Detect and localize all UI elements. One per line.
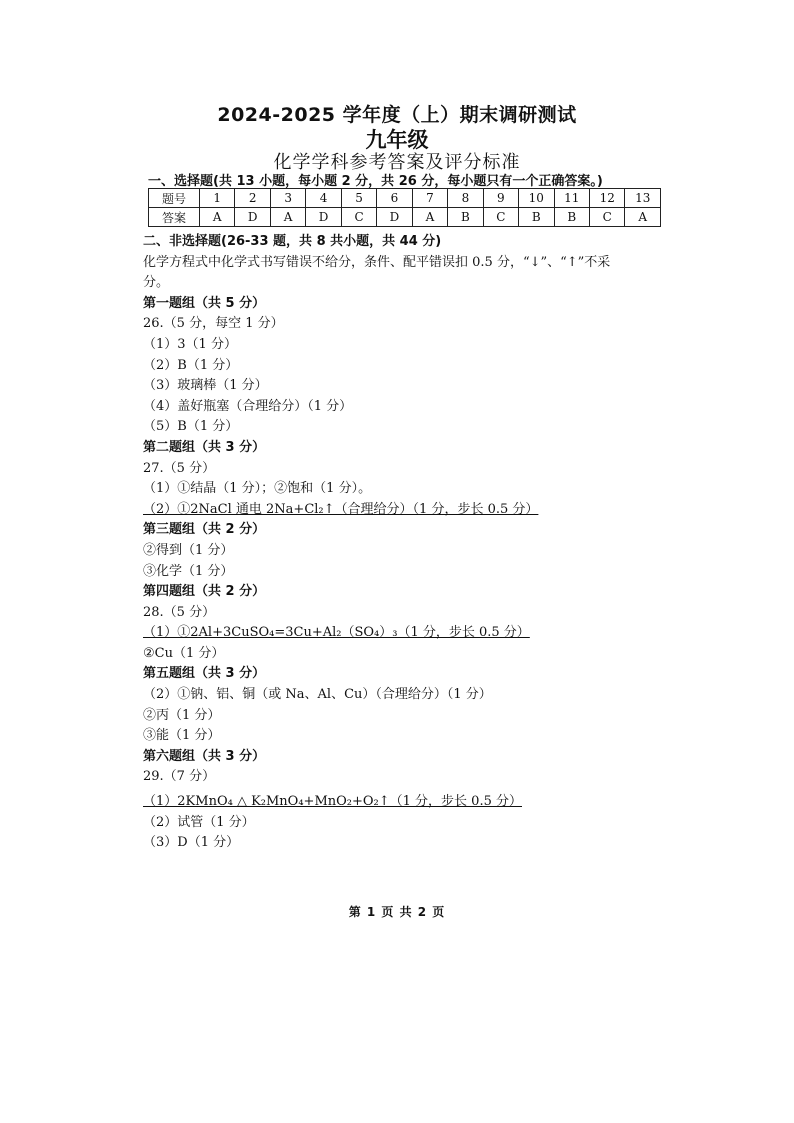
question-number: 5	[341, 189, 376, 208]
group-heading: 第一题组（共 5 分）	[143, 295, 266, 311]
answer-cell: D	[377, 208, 412, 227]
row-label-number: 题号	[149, 189, 200, 208]
equation-line: （1）①2Al+3CuSO₄=3Cu+Al₂（SO₄）₃（1 分，步长 0.5 分）	[143, 625, 530, 641]
answer-cell: D	[235, 208, 270, 227]
answer-cell: A	[200, 208, 235, 227]
scoring-note-cont: 分。	[143, 275, 170, 291]
question-number: 2	[235, 189, 270, 208]
section2-heading: 二、非选择题(26-33 题，共 8 共小题，共 44 分)	[143, 234, 442, 249]
answer-line: （2）试管（1 分）	[143, 814, 255, 830]
answer-line: （1）3（1 分）	[143, 336, 237, 352]
answer-line: ②得到（1 分）	[143, 542, 234, 558]
answer-cell: A	[625, 208, 661, 227]
question-number: 4	[306, 189, 341, 208]
answer-line: （3）D（1 分）	[143, 835, 240, 851]
answer-line: （5）B（1 分）	[143, 419, 239, 435]
question-number: 1	[200, 189, 235, 208]
question-number: 11	[554, 189, 589, 208]
answer-cell: C	[483, 208, 518, 227]
answer-cell: D	[306, 208, 341, 227]
question-number: 6	[377, 189, 412, 208]
section1-heading: 一、选择题(共 13 小题，每小题 2 分，共 26 分，每小题只有一个正确答案。)	[148, 174, 603, 189]
group-heading: 第四题组（共 2 分）	[143, 584, 266, 600]
equation-line: （1）2KMnO₄ △ K₂MnO₄+MnO₂+O₂↑（1 分，步长 0.5 分）	[143, 794, 522, 810]
question-number: 10	[519, 189, 554, 208]
subject-subtitle: 化学学科参考答案及评分标准	[273, 152, 521, 173]
question-line: 27.（5 分）	[143, 460, 216, 476]
answer-cell: A	[270, 208, 305, 227]
equation-line: （2）①2NaCl 通电 2Na+Cl₂↑（合理给分）（1 分，步长 0.5 分）	[143, 501, 539, 517]
answer-line: ③能（1 分）	[143, 728, 221, 744]
exam-title: 2024-2025 学年度（上）期末调研测试	[217, 104, 577, 126]
answer-table	[148, 188, 661, 227]
question-number: 3	[270, 189, 305, 208]
answer-line: （3）玻璃棒（1 分）	[143, 378, 268, 394]
question-line: 29.（7 分）	[143, 769, 216, 785]
answer-lines	[143, 232, 703, 854]
answer-line: ③化学（1 分）	[143, 563, 234, 579]
page-footer: 第 1 页 共 2 页	[348, 905, 446, 919]
question-number: 12	[589, 189, 624, 208]
grade-title: 九年级	[365, 128, 429, 152]
answer-cell: A	[412, 208, 447, 227]
question-number: 7	[412, 189, 447, 208]
answer-line: （2）①钠、铝、铜（或 Na、Al、Cu）（合理给分）（1 分）	[143, 687, 492, 703]
group-heading: 第三题组（共 2 分）	[143, 522, 266, 538]
answer-cell: B	[448, 208, 483, 227]
group-heading: 第六题组（共 3 分）	[143, 748, 266, 764]
answer-cell: B	[519, 208, 554, 227]
question-line: 26.（5 分，每空 1 分）	[143, 316, 284, 332]
answer-cell: C	[589, 208, 624, 227]
answer-line: ②丙（1 分）	[143, 707, 221, 723]
answer-cell: C	[341, 208, 376, 227]
question-number: 9	[483, 189, 518, 208]
question-number: 13	[625, 189, 661, 208]
answer-cell: B	[554, 208, 589, 227]
question-number: 8	[448, 189, 483, 208]
answer-row	[149, 208, 661, 227]
group-heading: 第二题组（共 3 分）	[143, 439, 266, 455]
answer-line: （4）盖好瓶塞（合理给分）（1 分）	[143, 398, 353, 414]
answer-line: （2）B（1 分）	[143, 357, 239, 373]
question-number-row	[149, 189, 661, 208]
answer-line: ②Cu（1 分）	[143, 645, 225, 661]
row-label-answer: 答案	[149, 208, 200, 227]
group-heading: 第五题组（共 3 分）	[143, 666, 266, 682]
answer-line: （1）①结晶（1 分）；②饱和（1 分）。	[143, 481, 372, 497]
question-line: 28.（5 分）	[143, 604, 216, 620]
scoring-note: 化学方程式中化学式书写错误不给分，条件、配平错误扣 0.5 分，“↓”、“↑”不采	[143, 254, 611, 270]
